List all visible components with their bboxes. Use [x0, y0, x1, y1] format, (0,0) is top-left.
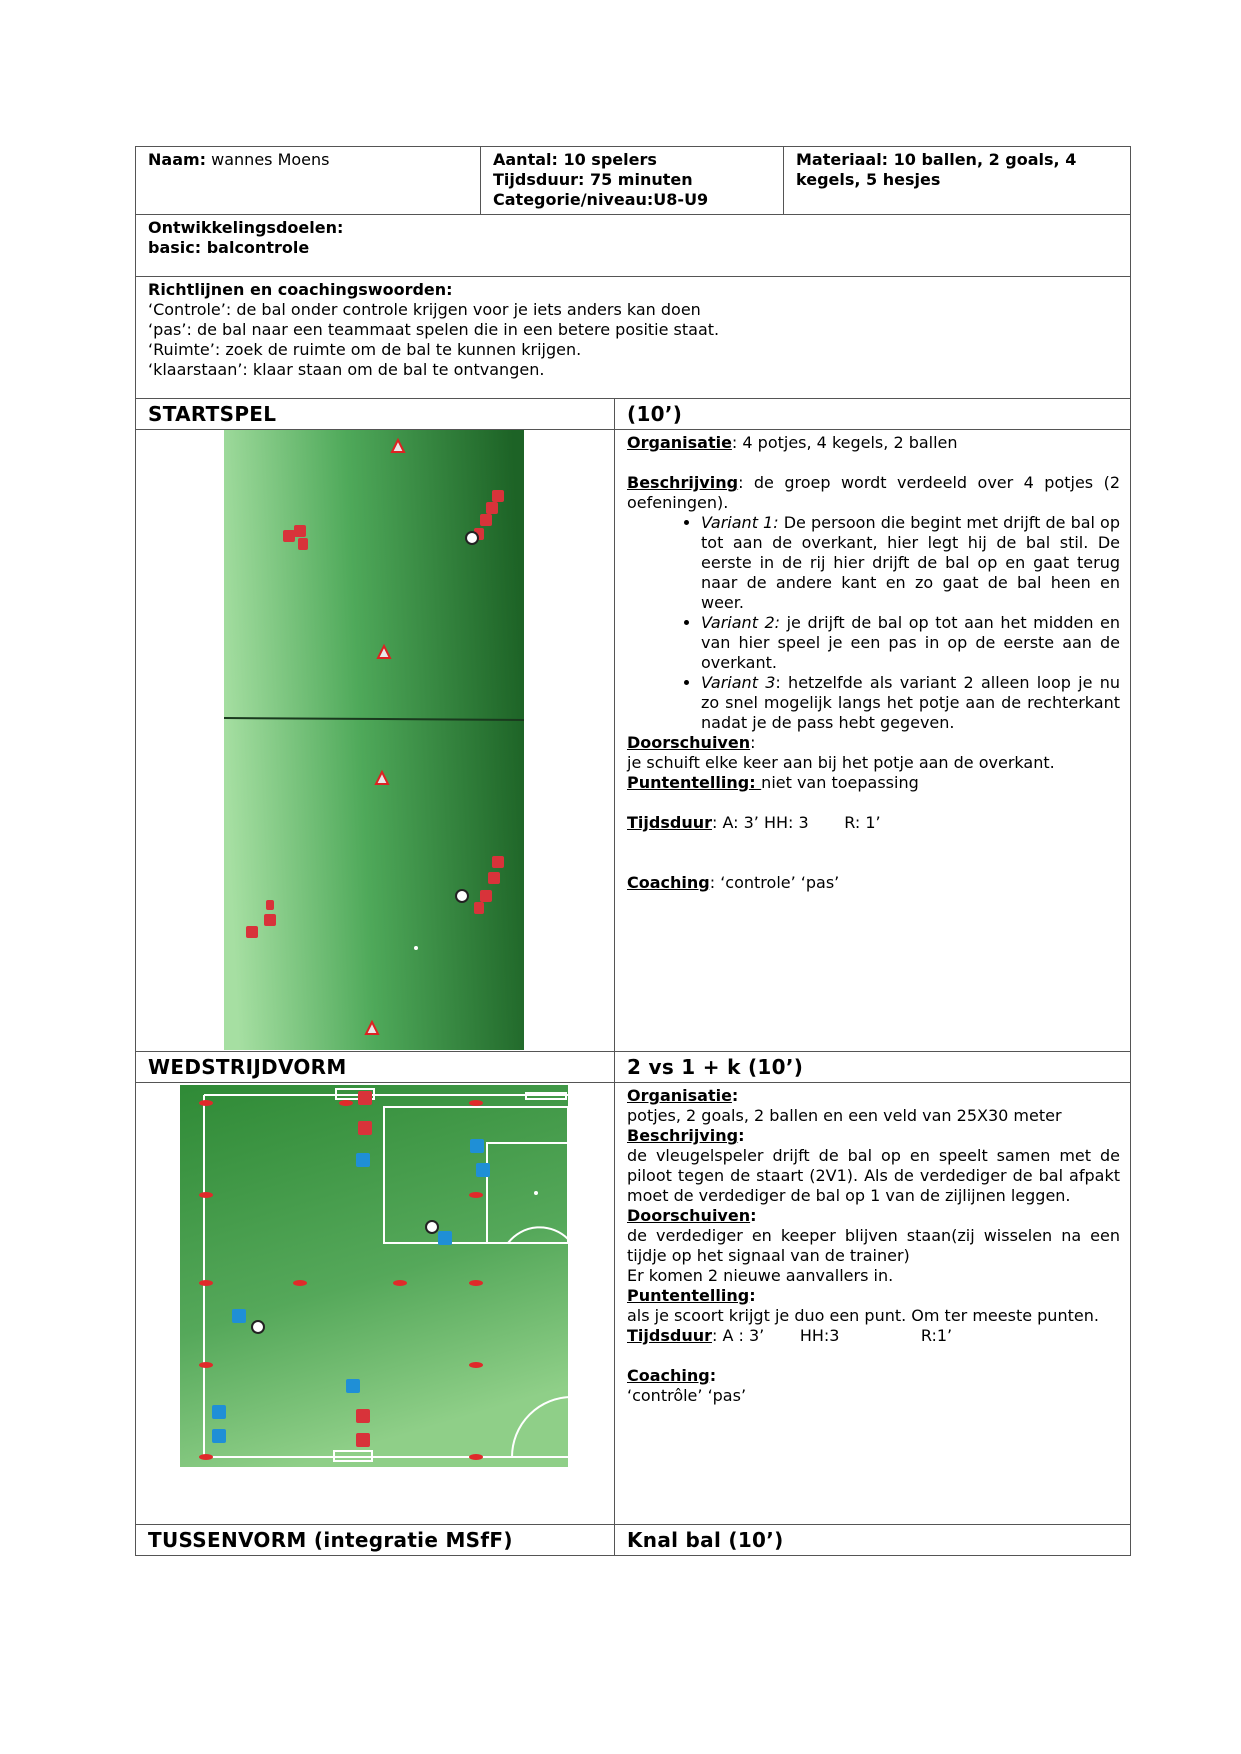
richtlijn-klaarstaan: ‘klaarstaan’: klaar staan om de bal te ontvangen. — [148, 360, 545, 379]
wv-tijdsduur: Tijdsduur: A : 3’ HH:3 R:1’ — [627, 1326, 953, 1345]
blue-shirt — [476, 1163, 490, 1177]
startspel-duration: (10’) — [615, 399, 1131, 430]
richtlijn-ruimte: ‘Ruimte’: zoek de ruimte om de bal te kunnen krijgen. — [148, 340, 582, 359]
wv-beschrijving: Beschrijving: — [627, 1126, 745, 1145]
blue-shirt — [346, 1379, 360, 1393]
red-shirt — [294, 525, 306, 537]
materiaal-text: Materiaal: 10 ballen, 2 goals, 4 kegels, 5 hesjes — [796, 150, 1077, 189]
red-shirt — [488, 872, 500, 884]
startspel-field-image — [136, 430, 614, 1050]
cone — [199, 1362, 213, 1368]
startspel-varianten — [627, 513, 1120, 733]
grass-field — [224, 430, 524, 1050]
variant-2: • Variant 2: je drijft de bal op tot aan het midden en van hier speel je een pas in op de eerste aan de overkant. — [701, 613, 1120, 673]
variant-3: • Variant 3: hetzelfde als variant 2 alleen loop je nu zo snel mogelijk langs het potje aan de rechterkant nadat je de pass hebt gegeven. — [701, 673, 1120, 733]
startspel-doorschuiven-value: je schuift elke keer aan bij het potje aan de overkant. — [627, 753, 1055, 772]
naam-cell — [136, 147, 481, 215]
blue-shirt — [438, 1231, 452, 1245]
ball — [426, 1221, 438, 1233]
wv-beschrijving-value: de vleugelspeler drijft de bal op en speelt samen met de piloot tegen de staart (2V1). Als de verdediger de bal afpakt moet de verdediger de bal op 1 van de zijlijnen leggen. — [627, 1146, 1120, 1205]
blue-shirt — [470, 1139, 484, 1153]
startspel-text-cell — [615, 430, 1131, 1052]
marker — [414, 946, 418, 950]
richtlijnen-title: Richtlijnen en coachingswoorden: — [148, 280, 453, 299]
red-shirt — [266, 900, 274, 910]
wedstrijdvorm-title: WEDSTRIJDVORM — [136, 1052, 615, 1083]
red-shirt — [264, 914, 276, 926]
red-shirt — [474, 902, 484, 914]
blue-shirt — [212, 1429, 226, 1443]
naam-label: Naam: — [148, 150, 207, 169]
aantal-cell — [481, 147, 784, 215]
blue-shirt — [356, 1153, 370, 1167]
red-shirt — [358, 1091, 372, 1105]
tussenvorm-title: TUSSENVORM (integratie MSfF) — [136, 1525, 615, 1556]
red-shirt — [356, 1433, 370, 1447]
red-shirt — [358, 1121, 372, 1135]
startspel-tijdsduur: Tijdsduur: A: 3’ HH: 3 R: 1’ — [627, 813, 881, 832]
wv-doorschuiven: Doorschuiven: — [627, 1206, 757, 1225]
training-sheet — [135, 146, 1130, 1556]
cone — [469, 1100, 483, 1106]
red-shirt — [283, 530, 295, 542]
doelen-cell — [136, 215, 1131, 277]
red-shirt — [486, 502, 498, 514]
red-shirt — [298, 538, 308, 550]
penalty-spot — [534, 1191, 538, 1195]
wedstrijdvorm-image-cell — [136, 1083, 615, 1525]
cone — [293, 1280, 307, 1286]
startspel-coaching: Coaching: ‘controle’ ‘pas’ — [627, 873, 840, 892]
red-shirt — [492, 856, 504, 868]
cone — [339, 1100, 353, 1106]
blue-shirt — [232, 1309, 246, 1323]
wv-doorschuiven-value2: Er komen 2 nieuwe aanvallers in. — [627, 1266, 894, 1285]
wedstrijdvorm-field-image — [136, 1083, 614, 1523]
wv-coaching: Coaching: — [627, 1366, 717, 1385]
richtlijnen-cell — [136, 277, 1131, 399]
categorie-text: Categorie/niveau:U8-U9 — [493, 190, 709, 209]
doelen-value: basic: balcontrole — [148, 238, 310, 257]
startspel-organisatie: Organisatie: 4 potjes, 4 kegels, 2 ballen — [627, 433, 958, 452]
wv-doorschuiven-value: de verdediger en keeper blijven staan(zij wisselen na een tijdje op het signaal van de trainer) — [627, 1226, 1120, 1265]
ball — [456, 890, 468, 902]
wedstrijdvorm-duration: 2 vs 1 + k (10’) — [615, 1052, 1131, 1083]
wv-puntentelling-value: als je scoort krijgt je duo een punt. Om ter meeste punten. — [627, 1306, 1099, 1325]
training-table — [135, 146, 1131, 1556]
wv-organisatie-value: potjes, 2 goals, 2 ballen en een veld van 25X30 meter — [627, 1106, 1062, 1125]
tijdsduur-text: Tijdsduur: 75 minuten — [493, 170, 693, 189]
startspel-puntentelling: Puntentelling: niet van toepassing — [627, 773, 919, 792]
red-shirt — [480, 890, 492, 902]
wv-puntentelling: Puntentelling: — [627, 1286, 756, 1305]
blue-shirt — [212, 1405, 226, 1419]
startspel-doorschuiven: Doorschuiven: — [627, 733, 756, 752]
tussenvorm-duration: Knal bal (10’) — [615, 1525, 1131, 1556]
cone — [199, 1454, 213, 1460]
cone — [199, 1192, 213, 1198]
variant-1: • Variant 1: De persoon die begint met drijft de bal op tot aan de overkant, hier legt hij de bal stil. De eerste in de rij hier drijft de bal op en gaat terug naar de andere kant en zo gaat de bal heen en weer. — [701, 513, 1120, 613]
richtlijn-controle: ‘Controle’: de bal onder controle krijgen voor je iets anders kan doen — [148, 300, 701, 319]
ball — [252, 1321, 264, 1333]
cone — [199, 1280, 213, 1286]
red-shirt — [480, 514, 492, 526]
cone — [469, 1192, 483, 1198]
materiaal-cell — [784, 147, 1131, 215]
cone — [469, 1454, 483, 1460]
wedstrijdvorm-text-cell — [615, 1083, 1131, 1525]
cone — [469, 1362, 483, 1368]
startspel-title: STARTSPEL — [136, 399, 615, 430]
red-shirt — [246, 926, 258, 938]
cone — [393, 1280, 407, 1286]
doelen-title: Ontwikkelingsdoelen: — [148, 218, 344, 237]
richtlijn-pas: ‘pas’: de bal naar een teammaat spelen die in een betere positie staat. — [148, 320, 720, 339]
red-shirt — [492, 490, 504, 502]
naam-value: wannes Moens — [206, 150, 330, 169]
aantal-text: Aantal: 10 spelers — [493, 150, 657, 169]
wv-organisatie: Organisatie: — [627, 1086, 739, 1105]
startspel-image-cell — [136, 430, 615, 1052]
wv-coaching-value: ‘contrôle’ ‘pas’ — [627, 1386, 747, 1405]
cone — [469, 1280, 483, 1286]
red-shirt — [356, 1409, 370, 1423]
startspel-beschrijving: Beschrijving: de groep wordt verdeeld over 4 potjes (2 oefeningen). — [627, 473, 1120, 512]
cone — [199, 1100, 213, 1106]
ball — [466, 532, 478, 544]
